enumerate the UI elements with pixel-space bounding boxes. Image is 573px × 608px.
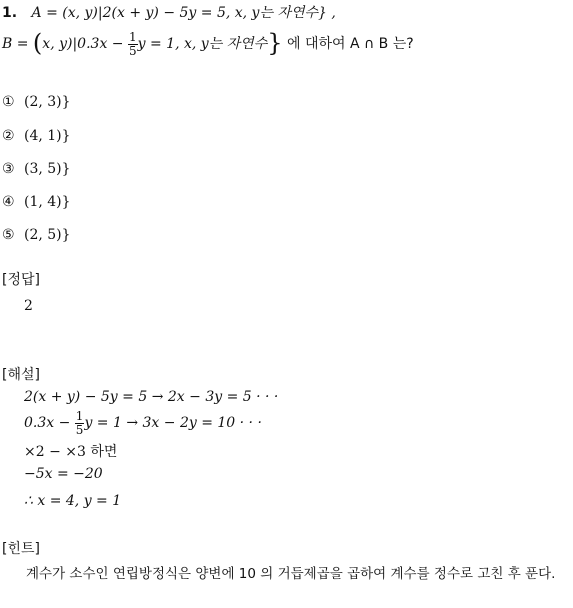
choice-4[interactable] — [2, 194, 71, 210]
explanation-line-4: −5x = −20 — [24, 466, 103, 482]
choice-marker: ③ — [2, 161, 15, 177]
set-b-condition-start: x, y)|0.3x − — [42, 36, 128, 52]
explanation-line-5: ∴ x = 4, y = 1 — [24, 493, 122, 509]
choice-text: (4, 1)} — [24, 128, 71, 144]
question-prompt: 에 대하여 A ∩ B 는? — [282, 36, 414, 52]
fraction-one-fifth: $\frac{1}{5}$ — [128, 29, 137, 58]
answer-value: 2 — [24, 298, 33, 314]
choice-text: (1, 4)} — [24, 194, 71, 210]
choice-marker: ④ — [2, 194, 15, 210]
right-brace: } — [267, 29, 283, 57]
choice-text: (2, 5)} — [24, 227, 71, 243]
choice-marker: ① — [2, 94, 15, 110]
explanation-line-1: 2(x + y) − 5y = 5 → 2x − 3y = 5 · · · — [24, 389, 279, 405]
set-b-prefix: B = — [2, 36, 33, 52]
choice-1[interactable] — [2, 94, 71, 110]
question-line-2 — [2, 28, 414, 57]
choice-5[interactable] — [2, 227, 71, 243]
question-number: 1. — [2, 5, 18, 21]
choice-text: (2, 3)} — [24, 94, 71, 110]
explanation-line-2: 0.3x − $\frac{1}{5}$ y = 1 → 3x − 2y = 10 · · · — [24, 409, 262, 437]
choice-2[interactable] — [2, 128, 71, 144]
explanation-line-3: ×2 − ×3 하면 — [24, 444, 118, 460]
choice-text: (3, 5)} — [24, 161, 71, 177]
hint-text: 계수가 소수인 연립방정식은 양변에 10 의 거듭제곱을 곱하여 계수를 정수로 고친 후 푼다. — [26, 566, 556, 582]
choice-marker: ② — [2, 128, 15, 144]
hint-label: [힌트] — [2, 541, 40, 557]
question-line-1 — [2, 2, 336, 22]
choice-3[interactable] — [2, 161, 71, 177]
explanation-label: [해설] — [2, 367, 40, 383]
answer-label: [정답] — [2, 272, 40, 288]
choice-marker: ⑤ — [2, 227, 15, 243]
set-b-condition-end: y = 1, x, y는 자연수 — [137, 36, 268, 52]
set-a-definition: A = (x, y)|2(x + y) − 5y = 5, x, y는 자연수} , — [31, 5, 336, 21]
left-brace: ( — [32, 29, 43, 57]
fraction-one-fifth: $\frac{1}{5}$ — [75, 409, 84, 437]
